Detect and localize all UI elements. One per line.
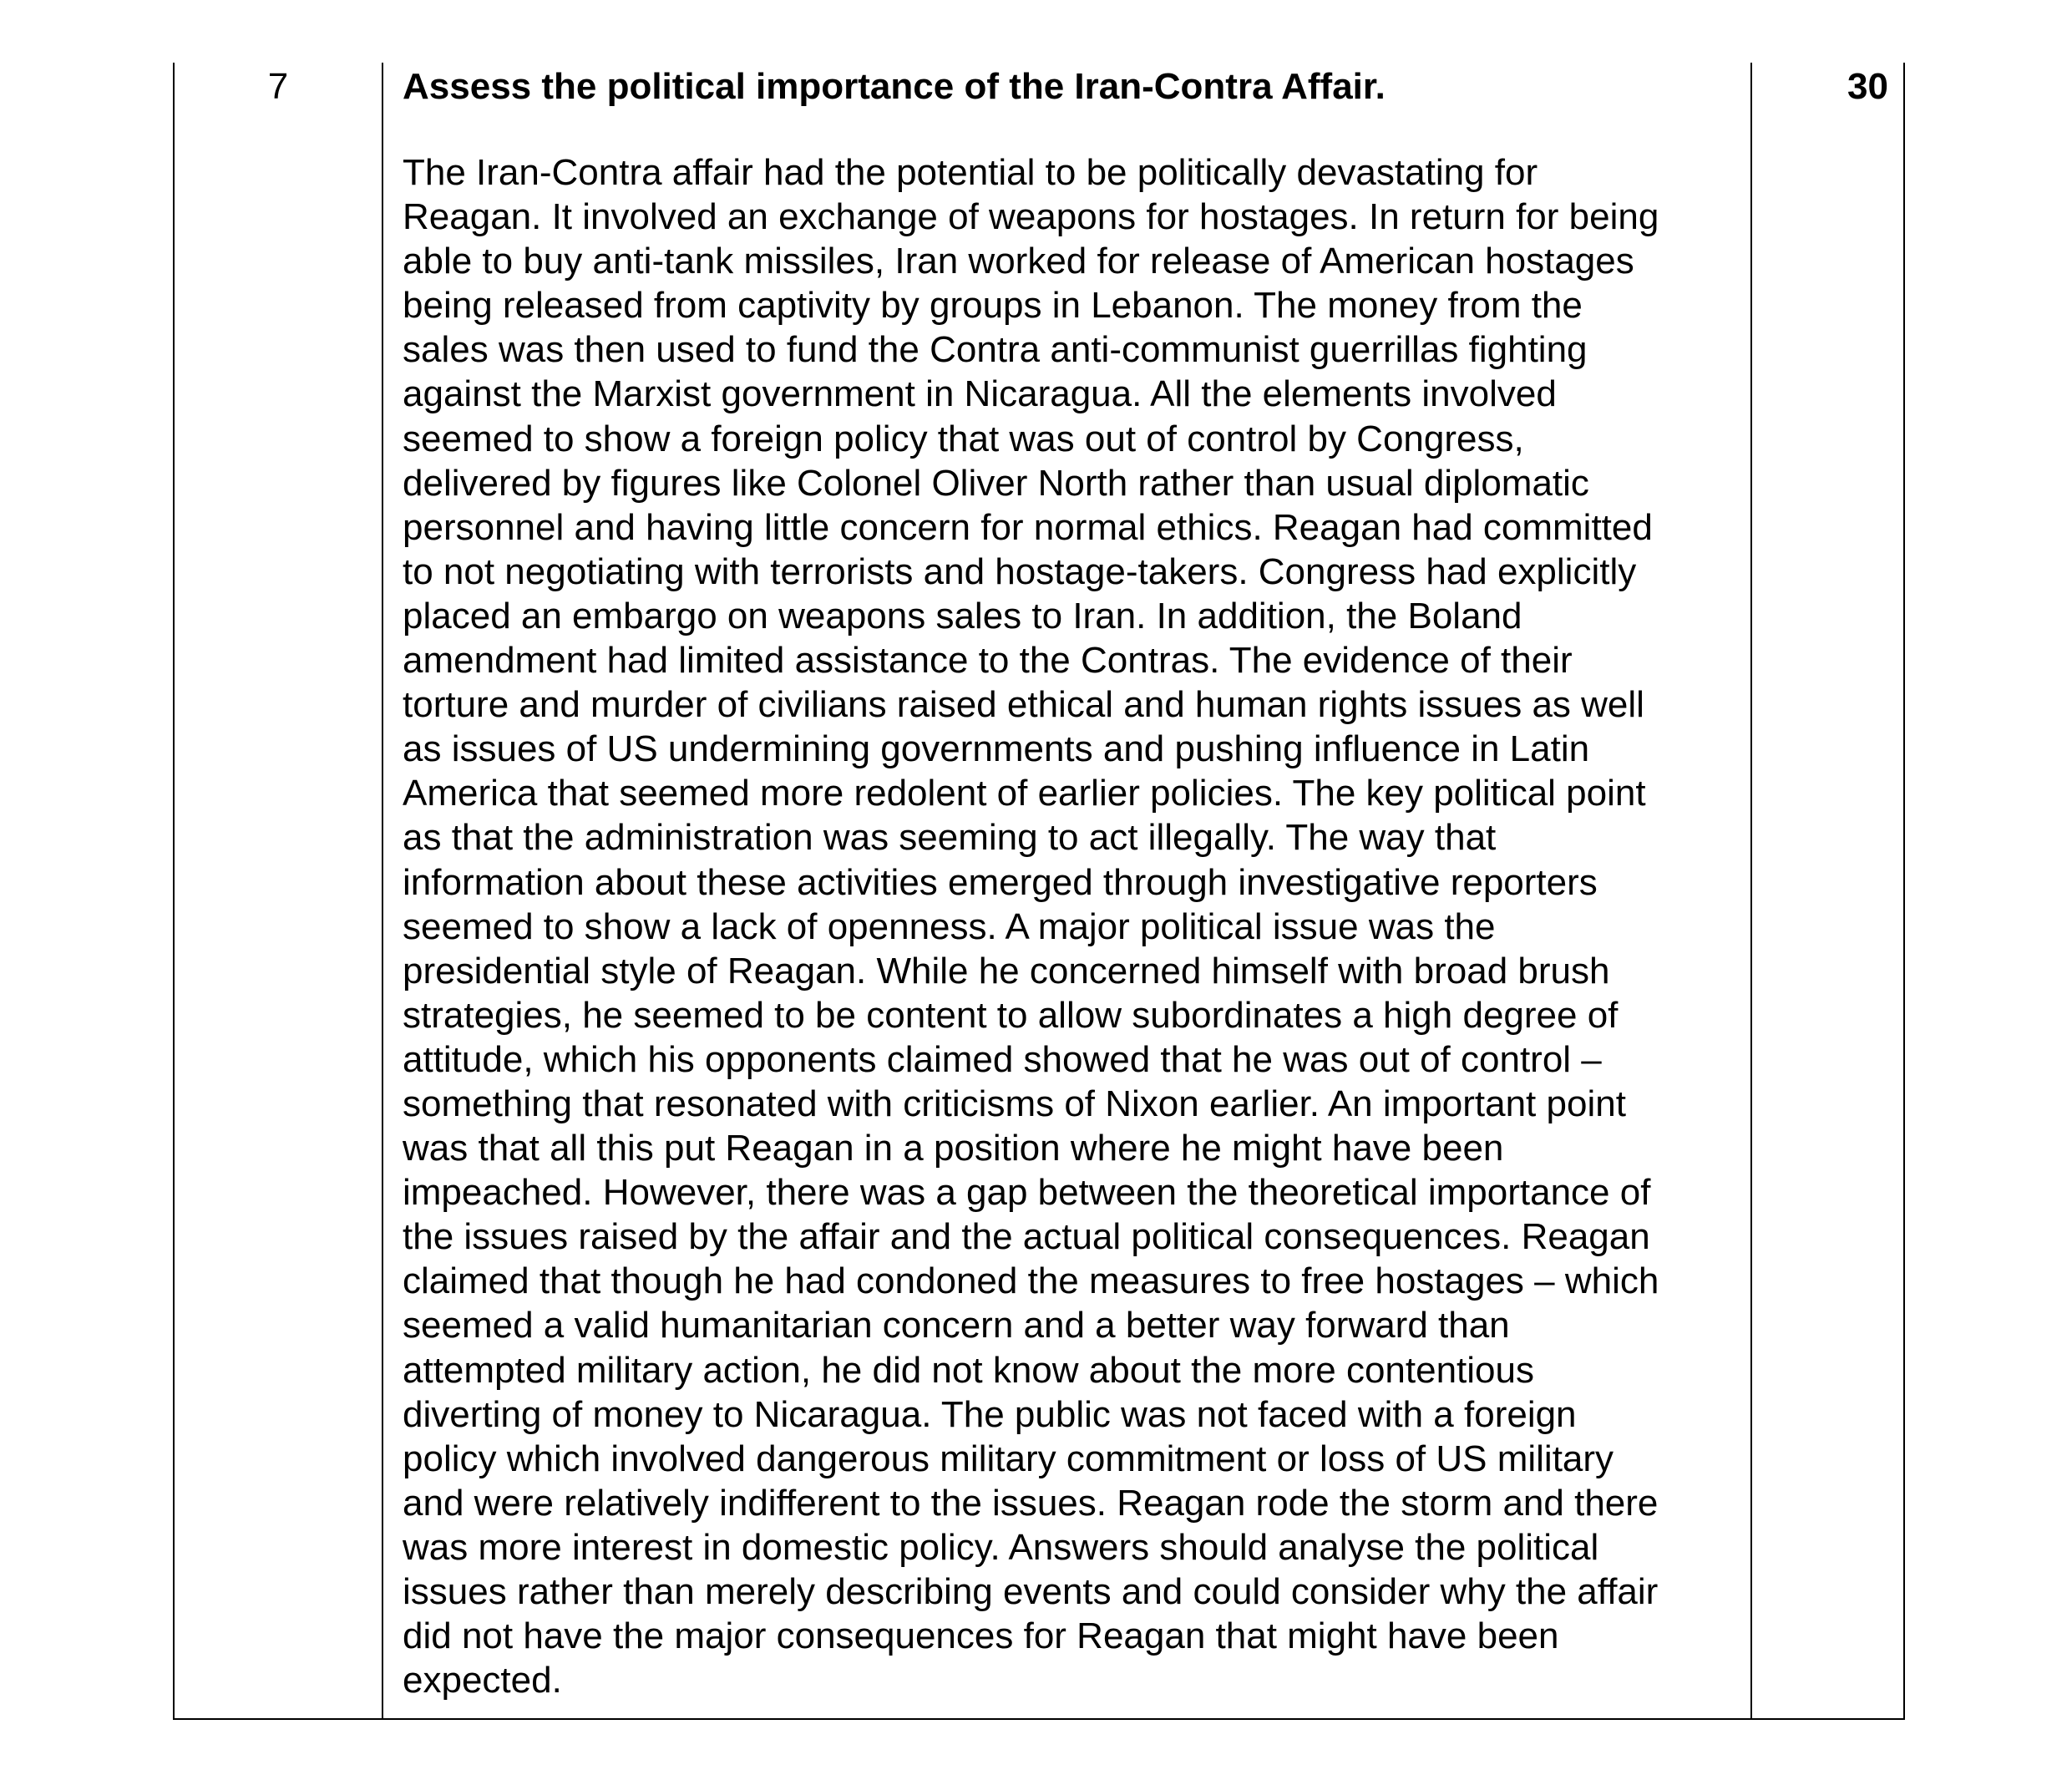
answer-line: did not have the major consequences for Reagan that might have been [403,1615,1559,1657]
answer-line: as that the administration was seeming to act illegally. The way that [403,817,1497,859]
answer-line: attempted military action, he did not know about the more contentious [403,1349,1534,1391]
answer-line: and were relatively indifferent to the issues. Reagan rode the storm and there [403,1482,1659,1524]
question-number: 7 [267,66,289,107]
answer-line: amendment had limited assistance to the Contras. The evidence of their [403,640,1573,682]
answer-line: to not negotiating with terrorists and hostage-takers. Congress had explicitly [403,550,1637,592]
answer-line: presidential style of Reagan. While he concerned himself with broad brush [403,950,1610,991]
answer-line: attitude, which his opponents claimed showed that he was out of control – [403,1038,1602,1080]
answer-line: information about these activities emerged through investigative reporters [403,861,1598,903]
answer-line: strategies, he seemed to be content to allow subordinates a high degree of [403,994,1619,1036]
answer-line: policy which involved dangerous military commitment or loss of US military [403,1438,1614,1479]
answer-line: torture and murder of civilians raised ethical and human rights issues as well [403,684,1644,726]
answer-line: impeached. However, there was a gap between the theoretical importance of [403,1172,1651,1214]
answer-line: personnel and having little concern for normal ethics. Reagan had committed [403,506,1653,548]
answer-line: expected. [403,1660,562,1701]
answer-line: The Iran-Contra affair had the potential to be politically devastating for [403,152,1538,193]
marks-cell [1752,63,1905,1718]
answer-line: able to buy anti-tank missiles, Iran worked for release of American hostages [403,241,1634,282]
question-number-cell [175,63,383,1718]
answer-line: was more interest in domestic policy. Answers should analyse the political [403,1526,1599,1568]
answer-line: against the Marxist government in Nicaragua. All the elements involved [403,373,1557,415]
marks-value: 30 [1847,66,1888,107]
answer-line: seemed to show a lack of openness. A major political issue was the [403,905,1496,947]
answer-line: Reagan. It involved an exchange of weapons for hostages. In return for being [403,196,1659,238]
answer-line: something that resonated with criticisms of Nixon earlier. An important point [403,1083,1626,1124]
answer-line: sales was then used to fund the Contra anti-communist guerrillas fighting [403,329,1588,371]
answer-line: the issues raised by the affair and the actual political consequences. Reagan [403,1216,1650,1258]
answer-line: placed an embargo on weapons sales to Iran. In addition, the Boland [403,595,1522,636]
answer-line: as issues of US undermining governments and pushing influence in Latin [403,728,1590,770]
answer-line: delivered by figures like Colonel Oliver North rather than usual diplomatic [403,462,1589,504]
question-title: Assess the political importance of the Iran-Contra Affair. [403,66,1386,107]
answer-line: being released from captivity by groups in Lebanon. The money from the [403,285,1583,327]
answer-line: seemed a valid humanitarian concern and a better way forward than [403,1305,1510,1346]
answer-line: was that all this put Reagan in a position where he might have been [403,1128,1504,1169]
answer-line: diverting of money to Nicaragua. The public was not faced with a foreign [403,1393,1577,1435]
answer-line: issues rather than merely describing events and could consider why the affair [403,1571,1659,1612]
answer-line: America that seemed more redolent of earlier policies. The key political point [403,773,1646,814]
answer-line: claimed that though he had condoned the measures to free hostages – which [403,1260,1659,1302]
mark-scheme-table [173,63,1905,1720]
answer-cell [383,63,1752,1718]
answer-guidance [403,150,1739,1702]
answer-line: seemed to show a foreign policy that was out of control by Congress, [403,418,1524,459]
